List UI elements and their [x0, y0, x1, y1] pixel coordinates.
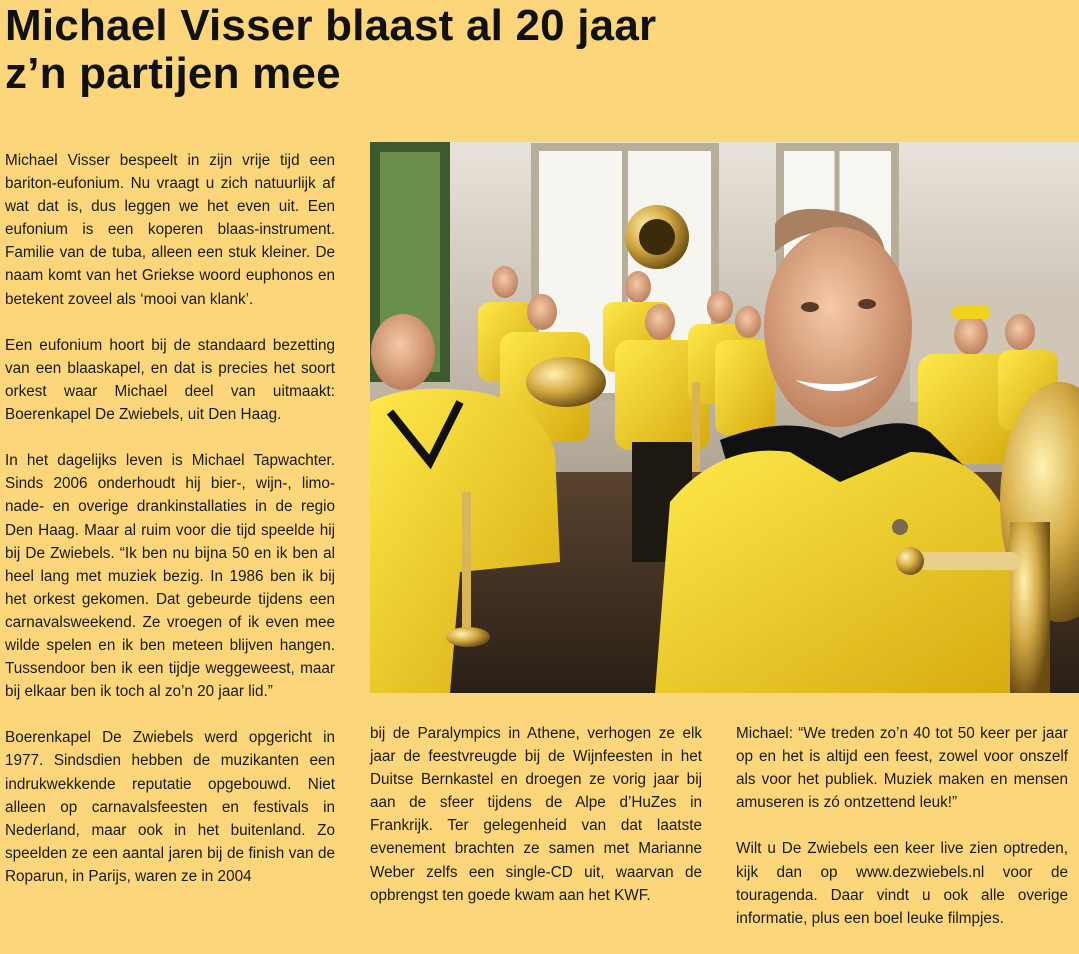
text-column-2: [370, 722, 702, 907]
paragraph: Wilt u De Zwiebels een keer live zien optreden, kijk dan op www.dezwiebels.nl voor de touragenda. Daar vindt u ook alle overige informatie, plus een boel leuke filmpjes.: [736, 840, 1068, 927]
band-photo-illustration: [370, 142, 1079, 693]
band-photo: [370, 142, 1079, 693]
paragraph: In het dagelijks leven is Michael Tapwachter. Sinds 2006 onderhoudt hij bier-, wijn-, limo-nade- en overige drankinstallaties in de regio Den Haag. Maar al ruim voor die tijd speelde hij bij De Zwiebels. “Ik ben nu bijna 50 en ik ben al heel lang met muziek bezig. In 1986 ben ik bij het orkest gekomen. Dat gebeurde tijdens een carnavalsweekend. Ze vroegen of ik even mee wilde spelen en ik ben meteen blijven hangen. Tussendoor ben ik een tijdje weggeweest, maar bij elkaar ben ik toch al zo’n 20 jaar lid.”: [5, 452, 335, 701]
text-column-3: [736, 722, 1068, 930]
paragraph: Michael: “We treden zo’n 40 tot 50 keer per jaar op en het is altijd een feest, zowel voor onszelf als voor het publiek. Muziek maken en mensen amuseren is zó ontzettend leuk!”: [736, 725, 1068, 812]
text-column-1: [5, 149, 335, 888]
title-line-1: Michael Visser blaast al 20 jaar: [5, 1, 657, 50]
paragraph: Boerenkapel De Zwiebels werd opgericht in 1977. Sindsdien hebben de muzikanten een indrukwekkende reputatie opgebouwd. Niet alleen op carnavalsfeesten en festivals in Nederland, maar ook in het buitenland. Zo speelden ze een aantal jaren bij de finish van de Roparun, in Parijs, waren ze in 2004: [5, 729, 335, 885]
title-line-2: z’n partijen mee: [5, 49, 341, 98]
paragraph: Een eufonium hoort bij de standaard bezetting van een blaaskapel, en dat is precies het soort orkest waar Michael deel van uitmaakt: Boerenkapel De Zwiebels, uit Den Haag.: [5, 336, 335, 424]
paragraph: Michael Visser bespeelt in zijn vrije tijd een bariton-eufonium. Nu vraagt u zich natuurlijk af wat dat is, dus leggen we het even uit. Een eufonium is een koperen blaas-instrument. Familie van de tuba, alleen een stuk kleiner. De naam komt van het Griekse woord euphonos en betekent zoveel als ‘mooi van klank’.: [5, 152, 335, 308]
article-title: [5, 2, 1065, 98]
paragraph: bij de Paralympics in Athene, verhogen ze elk jaar de feestvreugde bij de Wijnfeesten in het Duitse Bernkastel en droegen ze vorig jaar bij aan de sfeer tijdens de Alpe d’HuZes in Frankrijk. Ter gelegenheid van dat laatste evenement brachten ze samen met Marianne Weber zelfs een single-CD uit, waarvan de opbrengst ten goede kwam aan het KWF.: [370, 725, 702, 904]
